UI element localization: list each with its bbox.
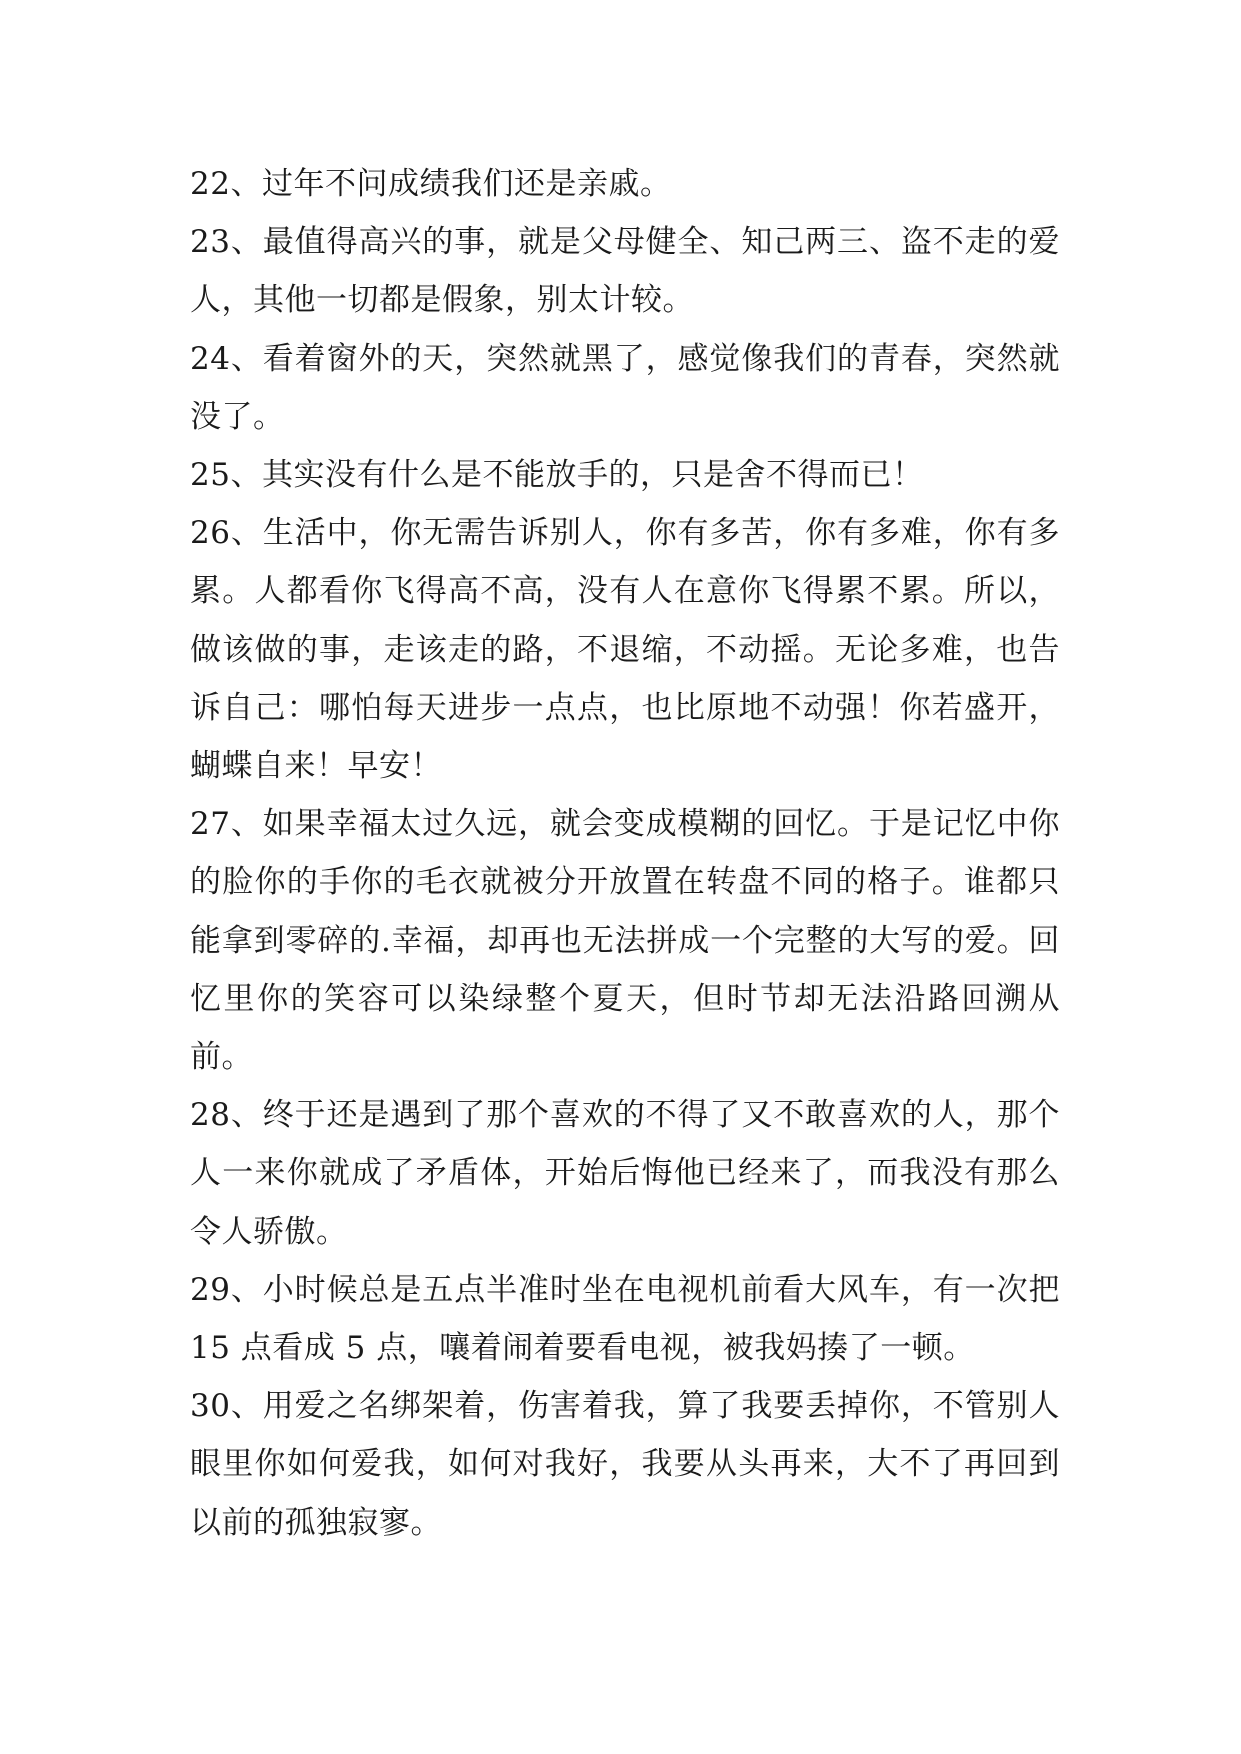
paragraph-29: 29、小时候总是五点半准时坐在电视机前看大风车，有一次把 15 点看成 5 点，嚷着闹着要看电视，被我妈揍了一顿。	[190, 1271, 1060, 1367]
document-body	[190, 155, 1060, 1552]
paragraph-25: 25、其实没有什么是不能放手的，只是舍不得而已！	[190, 457, 924, 494]
paragraph-24: 24、看着窗外的天，突然就黑了，感觉像我们的青春，突然就没了。	[190, 340, 1060, 435]
paragraph-28: 28、终于还是遇到了那个喜欢的不得了又不敢喜欢的人，那个人一来你就成了矛盾体，开始后悔他已经来了，而我没有那么令人骄傲。	[190, 1097, 1060, 1250]
paragraph-30: 30、用爱之名绑架着，伤害着我，算了我要丢掉你，不管别人眼里你如何爱我，如何对我好，我要从头再来，大不了再回到以前的孤独寂寥。	[190, 1388, 1060, 1541]
paragraph-23: 23、最值得高兴的事，就是父母健全、知己两三、盗不走的爱人，其他一切都是假象，别太计较。	[190, 224, 1060, 319]
paragraph-27: 27、如果幸福太过久远，就会变成模糊的回忆。于是记忆中你的脸你的手你的毛衣就被分开放置在转盘不同的格子。谁都只能拿到零碎的.幸福，却再也无法拼成一个完整的大写的爱。回忆里你的笑容可以染绿整个夏天，但时节却无法沿路回溯从前。	[190, 806, 1060, 1076]
paragraph-26: 26、生活中，你无需告诉别人，你有多苦，你有多难，你有多累。人都看你飞得高不高，没有人在意你飞得累不累。所以，做该做的事，走该走的路，不退缩，不动摇。无论多难，也告诉自己：哪怕每天进步一点点，也比原地不动强！你若盛开，蝴蝶自来！早安！	[190, 515, 1060, 785]
paragraph-22: 22、过年不问成绩我们还是亲戚。	[190, 166, 672, 202]
